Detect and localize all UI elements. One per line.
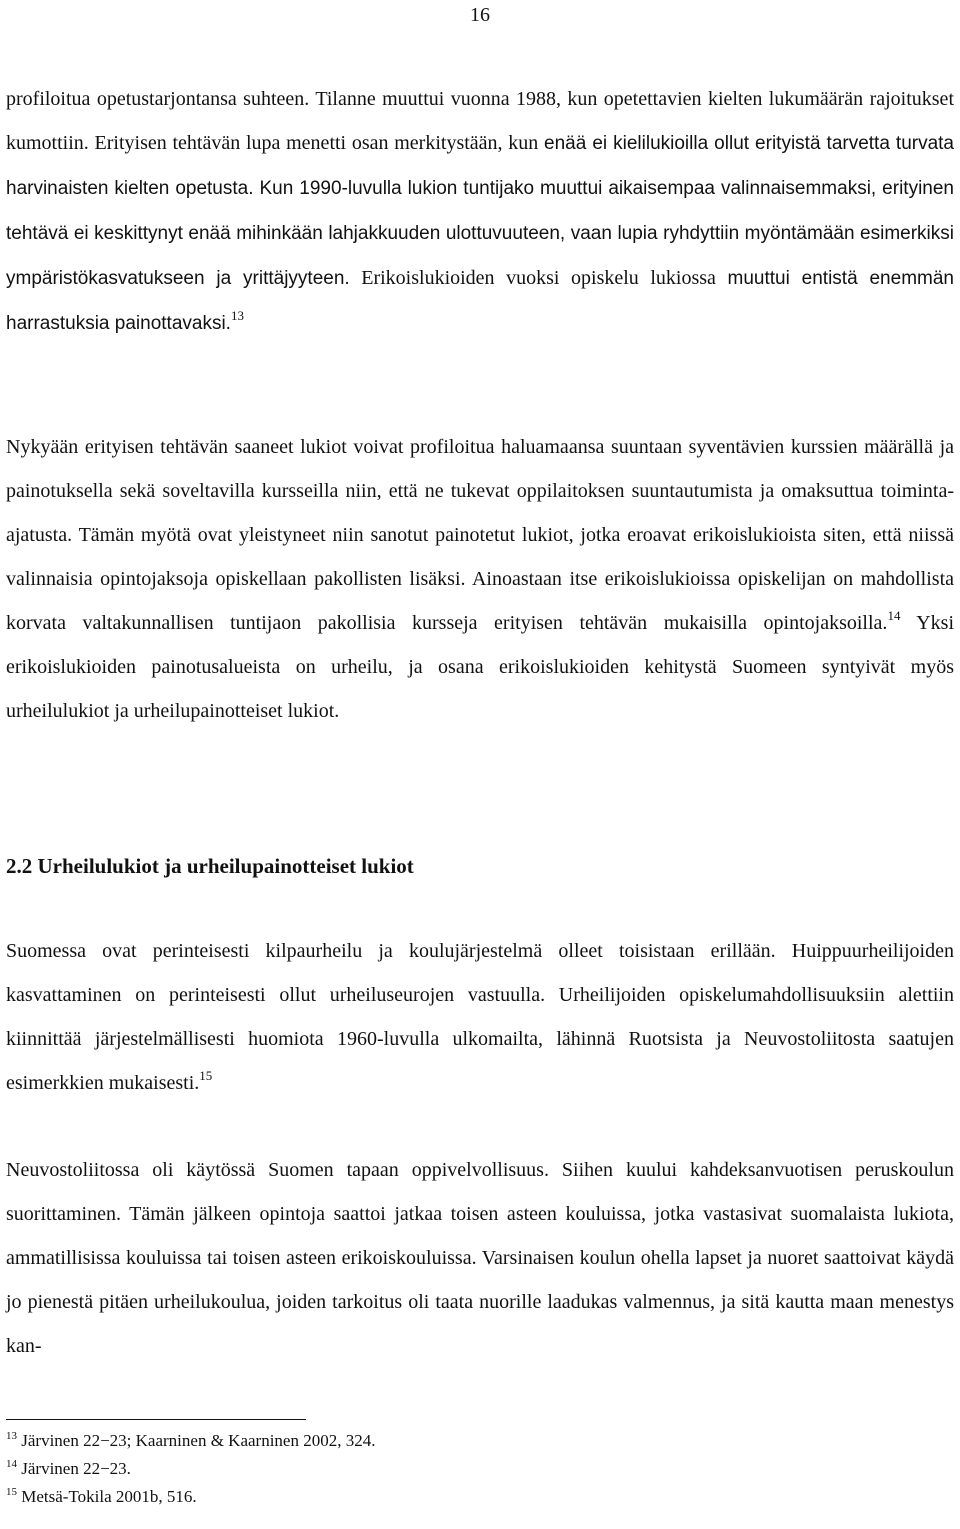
- footnote-14: [6, 1455, 906, 1483]
- footnote-number: 13: [6, 1430, 17, 1442]
- footnote-number: 15: [6, 1486, 17, 1498]
- paragraph-2-text-a: Nykyään erityisen tehtävän saaneet lukiot voivat profiloitua haluamaansa suuntaan syventävien kurssien määrällä ja painotuksella sekä soveltavilla kursseilla niin, että ne tukevat oppilaitoksen suuntautumista ja omaksuttua toiminta-ajatusta. Tämän myötä ovat yleistyneet niin sanotut painotetut lukiot, jotka eroavat erikoislukioista siten, että niissä valinnaisia opintojaksoja opiskellaan pakollisten lisäksi. Ainoastaan itse erikoislukioissa opiskelijan on mahdollista korvata valtakunnallisen tuntijaon pakollisia kursseja erityisen tehtävän mukaisilla opintojaksoilla.: [6, 436, 954, 634]
- section-heading: 2.2 Urheilulukiot ja urheilupainotteiset lukiot: [6, 854, 414, 878]
- footnote-ref-13: 13: [230, 308, 244, 323]
- paragraph-1: [6, 77, 954, 346]
- paragraph-2-text-b: Yksi erikoislukioiden painotusalueista on urheilu, ja osana erikoislukioiden kehitystä Suomeen syntyivät myös urheilulukiot ja urheilupainotteiset lukiot.: [6, 612, 954, 722]
- footnote-ref-14: 14: [887, 608, 901, 623]
- footnotes: [6, 1427, 906, 1511]
- footnote-ref-15: 15: [199, 1068, 213, 1083]
- paragraph-3-text: Suomessa ovat perinteisesti kilpaurheilu ja koulujärjestelmä olleet toisistaan erillään. Huippuurheilijoiden kasvattaminen on perinteisesti ollut urheiluseurojen vastuulla. Urheilijoiden opiskelumahdollisuuksiin alettiin kiinnittää järjestelmällisesti huomiota 1960-luvulla ulkomailta, lähinnä Ruotsista ja Neuvostoliitosta saatujen esimerkkien mukaisesti.: [6, 940, 954, 1094]
- paragraph-3: [6, 929, 954, 1105]
- paragraph-2: [6, 425, 954, 733]
- footnote-15: [6, 1483, 906, 1511]
- paragraph-4-text: Neuvostoliitossa oli käytössä Suomen tapaan oppivelvollisuus. Siihen kuului kahdeksanvuotisen peruskoulun suorittaminen. Tämän jälkeen opintoja saattoi jatkaa toisen asteen kouluissa, jotka vastasivat suomalaista lukiota, ammatillisissa kouluissa tai toisen asteen erikoiskouluissa. Varsinaisen koulun ohella lapset ja nuoret saattoivat käydä jo pienestä pitäen urheilukoulua, joiden tarkoitus oli taata nuorille laadukas valmennus, ja sitä kautta maan menestys kan-: [6, 1159, 954, 1357]
- footnote-number: 14: [6, 1458, 17, 1470]
- footnote-text: Järvinen 22−23.: [17, 1459, 131, 1478]
- paragraph-1-text-c: Erikoislukioiden vuoksi opiskelu lukiossa: [349, 267, 728, 289]
- paragraph-1-text-d: muuttui entistä enemmän harrastuksia painottavaksi.: [6, 268, 954, 334]
- footnote-13: [6, 1427, 906, 1455]
- footnote-text: Järvinen 22−23; Kaarninen & Kaarninen 2002, 324.: [17, 1431, 376, 1450]
- paragraph-4: [6, 1148, 954, 1368]
- paragraph-1-text-b: enää ei kielilukioilla ollut erityistä tarvetta turvata harvinaisten kielten opetusta. Kun 1990-luvulla lukion tuntijako muuttui aikaisempaa valinnaisemmaksi, erityinen tehtävä ei keskittynyt enää mihinkään lahjakkuuden ulottuvuuteen, vaan lupia ryhdyttiin myöntämään esimerkiksi ympäristökasvatukseen ja yrittäjyyteen.: [6, 133, 955, 289]
- paragraph-1-text-a: profiloitua opetustarjontansa suhteen. Tilanne muuttui vuonna 1988, kun opetettavien kielten lukumäärän rajoitukset kumottiin. Erityisen tehtävän lupa menetti osan merkitystään, kun: [6, 88, 954, 154]
- footnote-text: Metsä-Tokila 2001b, 516.: [17, 1487, 197, 1506]
- footnote-separator: [6, 1419, 306, 1420]
- page-number: 16: [470, 4, 490, 26]
